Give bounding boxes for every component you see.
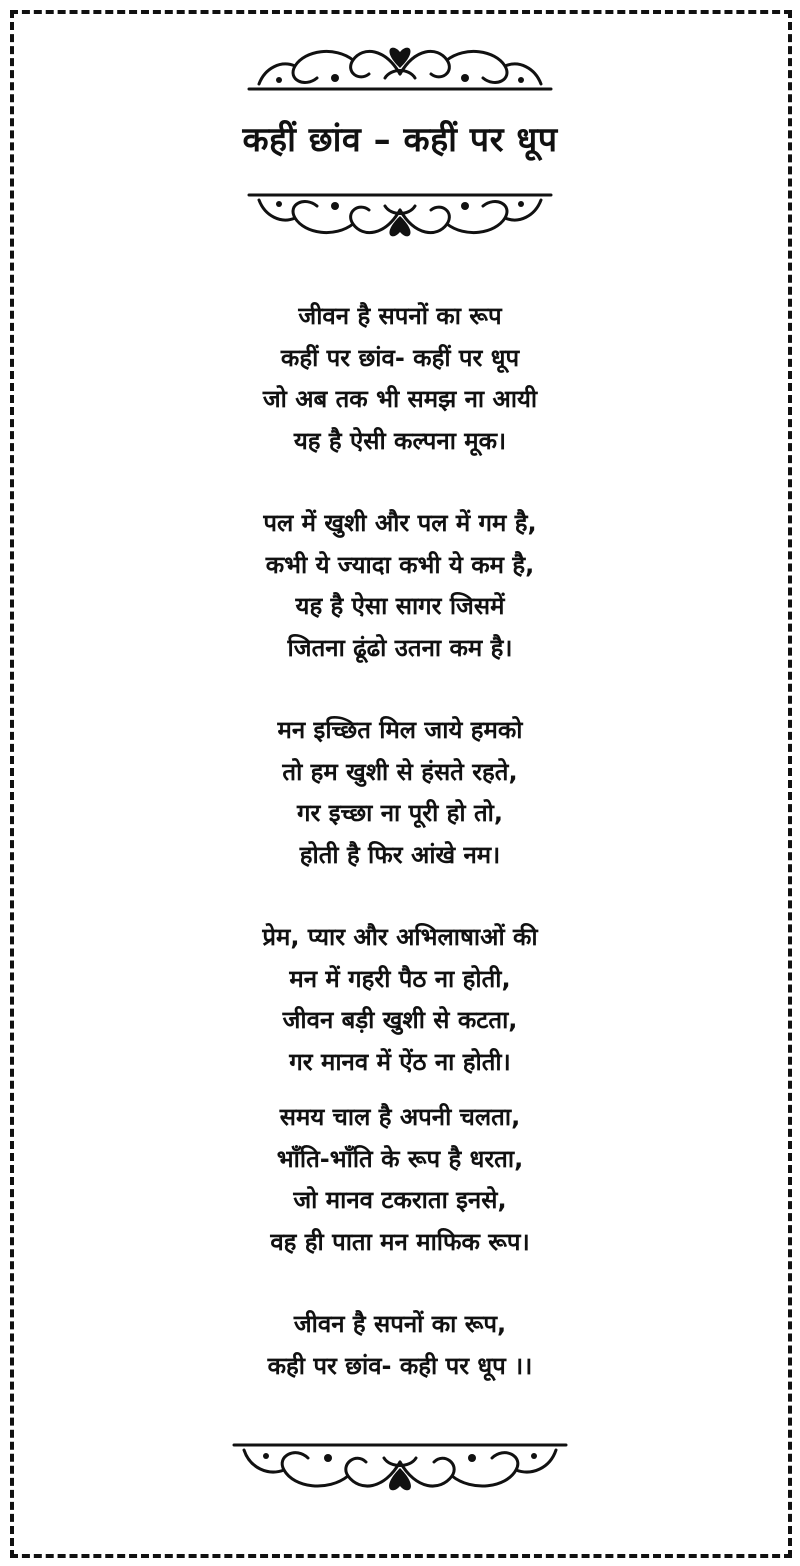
poem-line: जो अब तक भी समझ ना आयी [262, 385, 538, 413]
poem-line: गर मानव में ऐंठ ना होती। [289, 1047, 511, 1076]
poem-line: मन में गहरी पैठ ना होती, [289, 964, 511, 993]
poem-line: गर इच्छा ना पूरी हो तो, [297, 799, 503, 827]
stanza-3 [0, 710, 800, 876]
poem-line: जीवन है सपनों का रूप, [293, 1310, 507, 1338]
ornamental-divider-bottom [230, 1440, 570, 1500]
poem-line: समय चाल है अपनी चलता, [279, 1103, 521, 1131]
poem-line: प्रेम, प्यार और अभिलाषाओं की [262, 923, 538, 951]
poem-line: यह है ऐसा सागर जिसमें [295, 592, 505, 620]
stanza-1 [0, 296, 800, 462]
stanza-2 [0, 503, 800, 669]
stanza-6 [0, 1304, 800, 1387]
poem-line: पल में खुशी और पल में गम है, [263, 509, 537, 537]
poem-line: जीवन बड़ी खुशी से कटता, [282, 1006, 518, 1034]
poem-line: जो मानव टकराता इनसे, [293, 1186, 507, 1214]
poem-line: मन इच्छित मिल जाये हमको [277, 716, 523, 744]
ornamental-divider-top [245, 38, 555, 94]
poem-line: जीवन है सपनों का रूप [298, 302, 502, 330]
poem-line: वह ही पाता मन माफिक रूप। [270, 1227, 530, 1256]
poem-line: होती है फिर आंखे नम। [299, 840, 501, 869]
poem-line: कहीं पर छांव- कहीं पर धूप [280, 343, 520, 372]
poem-line: जितना ढूंढो उतना कम है। [287, 633, 513, 662]
poem-body [0, 296, 800, 1428]
poem-line: यह है ऐसी कल्पना मूक। [293, 426, 507, 455]
page-title: कहीं छांव – कहीं पर धूप [242, 120, 558, 160]
ornamental-divider-under-title [245, 190, 555, 246]
poem-line: कभी ये ज्यादा कभी ये कम है, [265, 550, 535, 579]
stanza-4 [0, 917, 800, 1083]
poem-line: भाँति-भाँति के रूप है धरता, [276, 1144, 524, 1173]
stanza-5 [0, 1097, 800, 1263]
poem-line: तो हम खुशी से हंसते रहते, [282, 757, 518, 786]
poem-line: कही पर छांव- कही पर धूप ।। [267, 1351, 533, 1380]
